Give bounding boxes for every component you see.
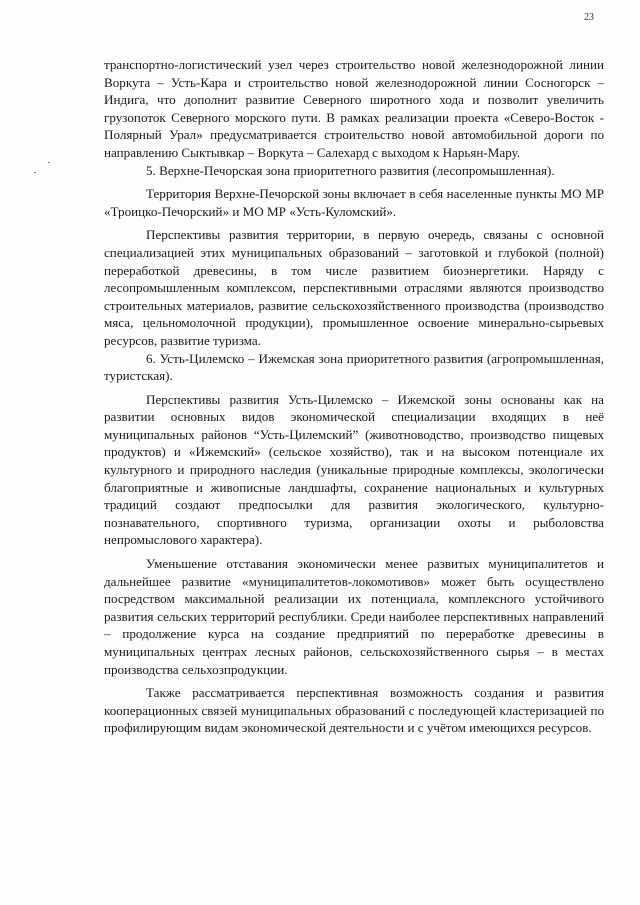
paragraph-transport-hub: транспортно-логистический узел через строительство новой железнодорожной линии Воркута – Усть-Кара и строительство новой железнодорожной линии Сосногорск – Индига, что дополнит развитие Северного широтного хода и позволит увеличить грузопоток Северного морского пути. В рамках реализации проекта «Северо-Восток - Полярный Урал» предусматривается строительство новой автомобильной дороги по направлению Сыктывкар – Воркута – Салехард с выходом к Нарьян-Мару.	[104, 57, 604, 160]
paragraph-zone-6-prospects: Перспективы развития Усть-Цилемско – Ижемской зоны основаны как на развитии основных видов экономической специализации входящих в неё муниципальных районов “Усть-Цилемский” (животноводство, производство пищевых продуктов) и «Ижемский» (сельское хозяйство), так и на высоком потенциале их культурного и природного наследия (уникальные природные комплексы, экологически благоприятные и живописные ландшафты, сохранение национальных и культурных традиций создают предпосылки для развития экологического, культурно-познавательного, спортивного туризма, организации охоты и рыболовства непромыслового характера).	[104, 391, 604, 548]
paragraph-zone-5-prospects: Перспективы развития территории, в первую очередь, связаны с основной специализацией этих муниципальных образований – заготовкой и глубокой (полной) переработкой древесины, в том числе развитием биоэнергетики. Наряду с лесопромышленным комплексом, перспективными отраслями являются производство строительных материалов, развитие сельскохозяйственного производства (производство мяса, цельномолочной продукции), промышленное освоение минерально-сырьевых ресурсов, развитие туризма.	[104, 227, 604, 348]
section-heading-zone-5: 5. Верхне-Печорская зона приоритетного развития (лесопромышленная).	[146, 162, 555, 178]
scan-speck	[48, 162, 50, 163]
body-text	[104, 56, 604, 737]
scan-speck	[34, 172, 36, 173]
page-number: 23	[584, 12, 594, 23]
paragraph-cooperation: Также рассматривается перспективная возможность создания и развития кооперационных связей муниципальных образований с последующей кластеризацией по профилирующим видам экономической деятельности и с учётом имеющихся ресурсов.	[104, 685, 604, 736]
paragraph-zone-5-territory: Территория Верхне-Печорской зоны включает в себя населенные пункты МО МР «Троицко-Печорский» и МО МР «Усть-Куломский».	[104, 186, 604, 219]
paragraph-lag-reduction: Уменьшение отставания экономически менее развитых муниципалитетов и дальнейшее развитие «муниципалитетов-локомотивов» может быть осуществлено посредством максимальной реализации их потенциала, комплексного устойчивого развития сельских территорий республики. Среди наиболее перспективных направлений – продолжение курса на создание предприятий по переработке древесины в муниципальных центрах лесных районов, сельскохозяйственного сырья – в местах производства сельхозпродукции.	[104, 556, 604, 677]
section-heading-zone-6: 6. Усть-Цилемско – Ижемская зона приоритетного развития (агропромышленная, туристская).	[104, 350, 604, 384]
